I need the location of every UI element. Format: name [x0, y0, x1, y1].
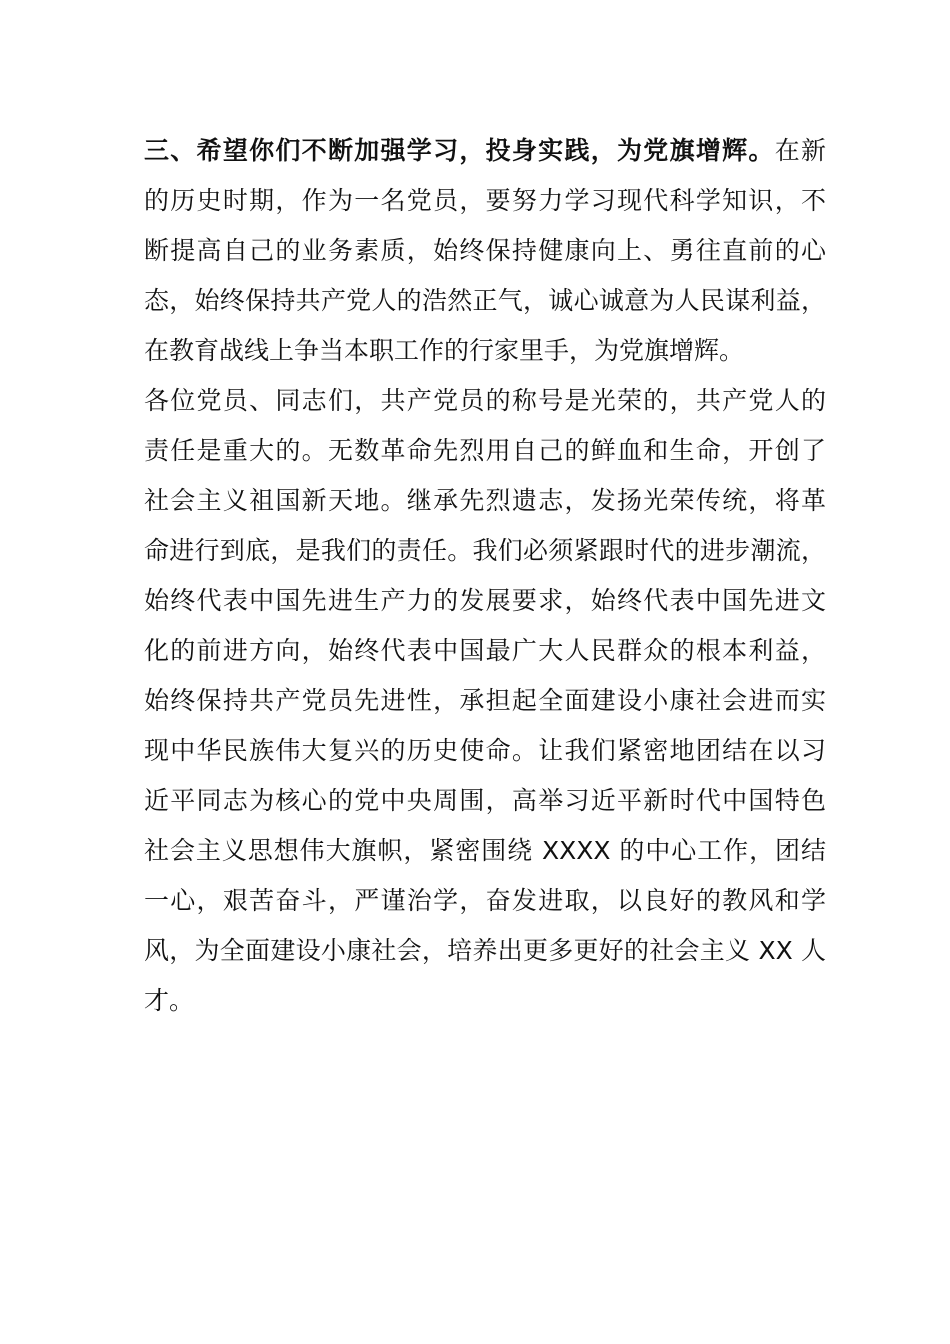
paragraph-line: 始终代表中国先进生产力的发展要求，始终代表中国先进文: [144, 586, 826, 615]
paragraph-line: 才。: [144, 986, 195, 1015]
paragraph-line: 责任是重大的。无数革命先烈用自己的鲜血和生命，开创了: [144, 436, 826, 465]
paragraph-line: 风，为全面建设小康社会，培养出更多更好的社会主义 XX 人: [144, 936, 826, 965]
paragraph-line: 断提高自己的业务素质，始终保持健康向上、勇往直前的心: [144, 236, 826, 265]
paragraph-line: 在教育战线上争当本职工作的行家里手，为党旗增辉。: [144, 336, 745, 365]
heading-trailing-text: 在新: [774, 136, 826, 165]
paragraph-line: 化的前进方向，始终代表中国最广大人民群众的根本利益，: [144, 636, 826, 665]
paragraph-closing-call: [144, 376, 826, 1026]
paragraph-line: 现中华民族伟大复兴的历史使命。让我们紧密地团结在以习: [144, 736, 826, 765]
paragraph-line: 各位党员、同志们，共产党员的称号是光荣的，共产党人的: [144, 386, 826, 415]
paragraph-line: 一心，艰苦奋斗，严谨治学，奋发进取，以良好的教风和学: [144, 886, 826, 915]
section-heading: 三、希望你们不断加强学习，投身实践，为党旗增辉。: [144, 136, 775, 165]
paragraph-line: 命进行到底，是我们的责任。我们必须紧跟时代的进步潮流，: [144, 536, 826, 565]
paragraph-line: 社会主义思想伟大旗帜，紧密围绕 XXXX 的中心工作，团结: [144, 836, 826, 865]
paragraph-line: 社会主义祖国新天地。继承先烈遗志，发扬光荣传统，将革: [144, 486, 826, 515]
paragraph-line: [144, 126, 826, 176]
paragraph-line: 的历史时期，作为一名党员，要努力学习现代科学知识，不: [144, 186, 826, 215]
paragraph-hope-to-learn: [144, 126, 826, 376]
paragraph-line: 近平同志为核心的党中央周围，高举习近平新时代中国特色: [144, 786, 826, 815]
body-text: [144, 126, 826, 1026]
paragraph-line: 始终保持共产党员先进性，承担起全面建设小康社会进而实: [144, 686, 826, 715]
paragraph-line: 态，始终保持共产党人的浩然正气，诚心诚意为人民谋利益，: [144, 286, 826, 315]
